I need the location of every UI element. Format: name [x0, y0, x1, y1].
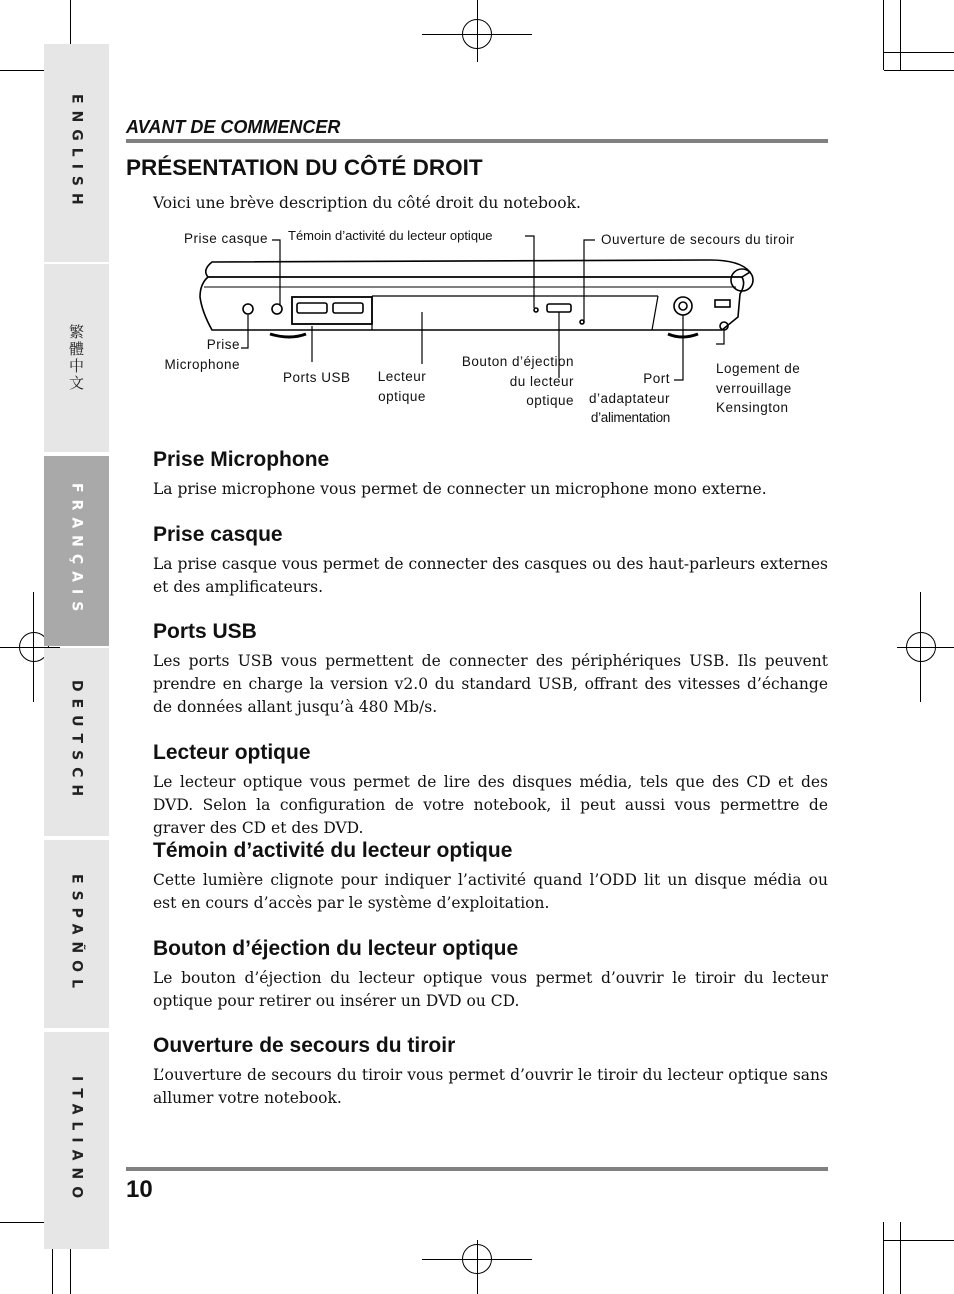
tab-francais[interactable] — [44, 456, 109, 646]
header-rule — [126, 139, 828, 143]
label-line: Prise — [206, 337, 240, 352]
tab-chinese[interactable] — [44, 264, 109, 452]
page-number: 10 — [126, 1176, 153, 1203]
section-bouton-ejection — [153, 937, 828, 1013]
label-line: Lecteur — [377, 369, 427, 384]
label-line: d’alimentation — [590, 410, 670, 425]
label-ouverture: Ouverture de secours du tiroir — [601, 232, 795, 247]
label-kensington — [716, 359, 800, 418]
section-ouverture-secours — [153, 1034, 828, 1110]
tab-deutsch[interactable] — [44, 648, 109, 836]
label-temoin: Témoin d’activité du lecteur optique — [288, 228, 493, 243]
label-line: Kensington — [716, 400, 789, 415]
notebook-right-side-diagram — [150, 222, 830, 432]
tab-label: DEUTSCH — [68, 680, 85, 804]
label-ports-usb: Ports USB — [283, 370, 351, 385]
label-prise-casque: Prise casque — [184, 231, 269, 246]
label-line: optique — [526, 393, 574, 408]
label-line: Microphone — [164, 356, 240, 372]
tab-italiano[interactable] — [44, 1032, 109, 1249]
section-title: Bouton d’éjection du lecteur optique — [153, 937, 519, 960]
tab-label: 繁體中文 — [67, 324, 85, 392]
footer-rule — [126, 1167, 828, 1171]
label-prise-micro — [156, 335, 240, 374]
section-title: Témoin d’activité du lecteur optique — [153, 839, 513, 862]
section-text: Cette lumière clignote pour indiquer l’activité quand l’ODD lit un disque média ou est en cours d’accès par le système d’exploitation. — [153, 871, 828, 912]
intro-text: Voici une brève description du côté droit du notebook. — [153, 194, 581, 212]
label-port-adaptateur — [582, 369, 670, 428]
label-line: Bouton d’éjection — [461, 354, 574, 369]
section-text: La prise microphone vous permet de connecter un microphone mono externe. — [153, 480, 767, 498]
section-prise-casque — [153, 523, 828, 599]
section-ports-usb — [153, 620, 828, 719]
section-text: Les ports USB vous permettent de connecter des périphériques USB. Ils peuvent prendre en charge la version v2.0 du standard USB, offrant des vitesses d’échange de données allant jusqu’à 480 Mb/s. — [153, 652, 828, 716]
label-line: optique — [378, 388, 426, 404]
section-title: Lecteur optique — [153, 741, 311, 764]
section-title: Prise Microphone — [153, 448, 330, 471]
label-line: d’adaptateur — [588, 390, 670, 406]
section-lecteur-optique — [153, 741, 828, 840]
label-line: Port — [643, 371, 670, 386]
tab-label: ITALIANO — [68, 1075, 85, 1206]
section-text: Le bouton d’éjection du lecteur optique vous permet d’ouvrir le tiroir du lecteur optique pour retirer ou insérer un DVD ou CD. — [153, 969, 828, 1010]
label-line: verrouillage — [716, 380, 792, 396]
section-title: Ouverture de secours du tiroir — [153, 1034, 456, 1057]
section-title: Ports USB — [153, 620, 257, 643]
tab-label: FRANÇAIS — [68, 483, 85, 619]
section-temoin — [153, 839, 828, 915]
tab-espanol[interactable] — [44, 840, 109, 1028]
section-text: L’ouverture de secours du tiroir vous permet d’ouvrir le tiroir du lecteur optique sans allumer votre notebook. — [153, 1066, 828, 1107]
label-line: du lecteur — [509, 373, 574, 389]
tab-label: ESPAÑOL — [68, 873, 85, 995]
tab-label: ENGLISH — [68, 94, 85, 212]
section-header: AVANT DE COMMENCER — [126, 117, 341, 137]
section-text: Le lecteur optique vous permet de lire des disques média, tels que des CD et des DVD. Selon la configuration de votre notebook, il peut aussi vous permettre de graver des CD et des DVD. — [153, 773, 828, 837]
section-prise-microphone — [153, 448, 828, 501]
label-line: Logement de — [716, 361, 801, 376]
page-title: PRÉSENTATION DU CÔTÉ DROIT — [126, 155, 483, 180]
label-bouton — [442, 352, 574, 411]
label-lecteur — [374, 367, 430, 406]
section-text: La prise casque vous permet de connecter des casques ou des haut-parleurs externes et des amplificateurs. — [153, 555, 828, 596]
section-title: Prise casque — [153, 523, 283, 546]
tab-english[interactable] — [44, 44, 109, 262]
